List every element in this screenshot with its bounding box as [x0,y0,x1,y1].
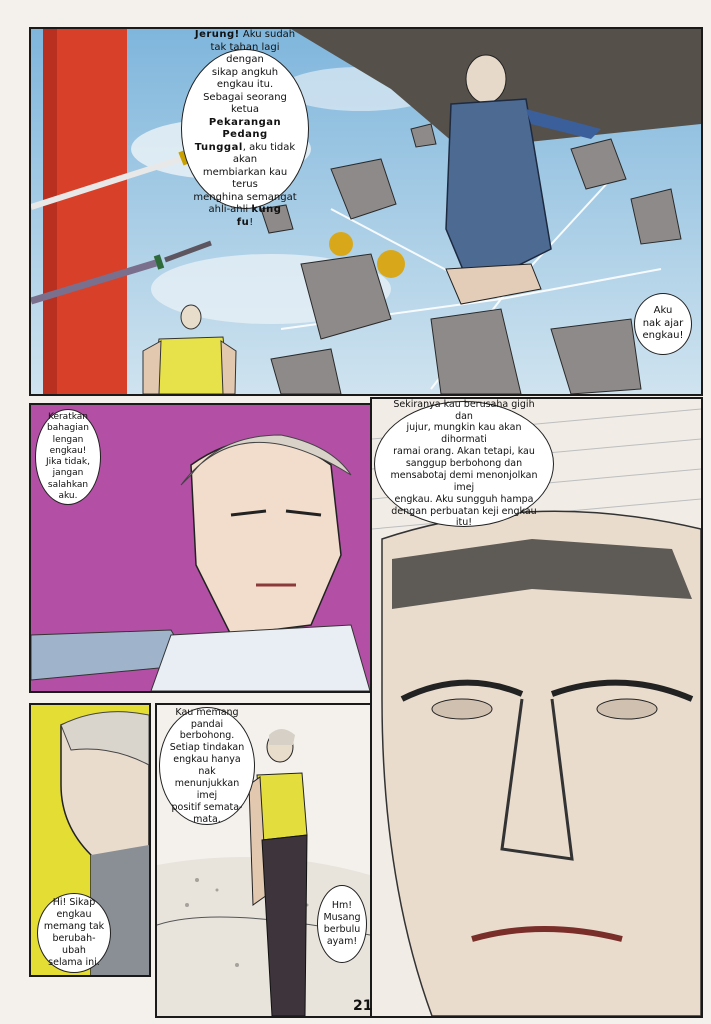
bubble-text: berbulu [323,924,361,935]
panel-3 [370,397,703,1018]
bubble-text: bahagian [47,423,89,434]
bubble-text: lengan engkau! [49,434,87,456]
speech-bubble-master-shout [634,293,692,355]
bubble-text: Sekiranya kau berusaha gigih dan [393,398,535,422]
bubble-text: kung [251,204,282,215]
panel-2 [29,403,372,693]
bubble-text: ahli-ahli [208,204,252,215]
bubble-text: Aku sudah [239,29,296,40]
bubble-text: ayam! [326,935,358,947]
panel-4 [29,703,151,977]
panel-1 [29,27,703,396]
bubble-text: pandai berbohong. [179,718,235,742]
panel-1-art [31,29,701,394]
bubble-text: Pekarangan Pedang [208,116,282,140]
bubble-text: engkau [56,909,92,921]
bubble-text: ramai orang. Akan tetapi, kau [393,446,535,458]
master-face-closeup [382,511,701,1016]
bubble-text: Hm! [331,900,353,912]
bubble-text: Tunggal [194,141,243,153]
bubble-text: membiarkan kau terus [202,166,288,190]
panel-5 [155,703,372,1018]
bubble-text: jangan [52,468,84,479]
bubble-text: sanggup berbohong dan [405,458,523,470]
bubble-text: menghina semangat [193,191,297,203]
bubble-text: Jika tidak, [46,457,90,467]
bubble-text: , aku tidak akan [232,141,296,165]
bubble-text: mata. [193,813,221,825]
speech-bubble-master-lecture [374,398,554,529]
bubble-text: tak tahan lagi dengan [210,41,280,65]
bubble-text: Musang [323,912,361,924]
page-number: 21 [353,998,373,1014]
bubble-text: Aku [653,305,673,317]
bubble-text: engkau. Aku sungguh hampa [394,493,534,505]
bubble-text: jujur, mungkin kau akan dihormati [406,422,522,446]
bubble-text: Setiap tindakan [169,742,245,754]
speech-bubble-hero-warning [35,409,101,505]
bubble-text: engkau hanya nak [173,754,241,777]
bubble-text: berubah-ubah [52,933,96,956]
bubble-text: itu! [455,517,473,529]
bubble-text: positif semata- [171,801,243,813]
speech-bubble-master-threat [181,29,309,228]
bubble-text: Kau memang [175,706,239,718]
bubble-text: nak ajar [642,317,684,329]
bubble-text: memang tak [43,921,105,933]
bubble-text: fu [236,216,250,228]
bubble-text: salahkan [47,479,89,490]
bubble-text: Sebagai seorang ketua [203,91,287,115]
speech-bubble-hero-scoff [317,885,367,963]
bubble-text: engkau! [642,330,684,342]
bubble-text: aku. [58,490,78,501]
speech-bubble-master-retort [37,893,111,973]
bubble-text: menunjukkan imej [174,777,240,801]
bubble-text: Jerung! [194,29,240,40]
speech-bubble-master-accusation [159,707,255,825]
bubble-text: mensabotaj demi menonjolkan imej [390,469,538,493]
bubble-text: dengan perbuatan keji engkau [391,505,537,517]
bubble-text: sikap angkuh engkau itu. [211,66,279,90]
bubble-text: Hi! Sikap [52,897,96,909]
bubble-text: Keratkan [47,412,88,422]
bubble-text: ! [249,216,254,228]
bubble-text: selama ini. [48,956,100,968]
